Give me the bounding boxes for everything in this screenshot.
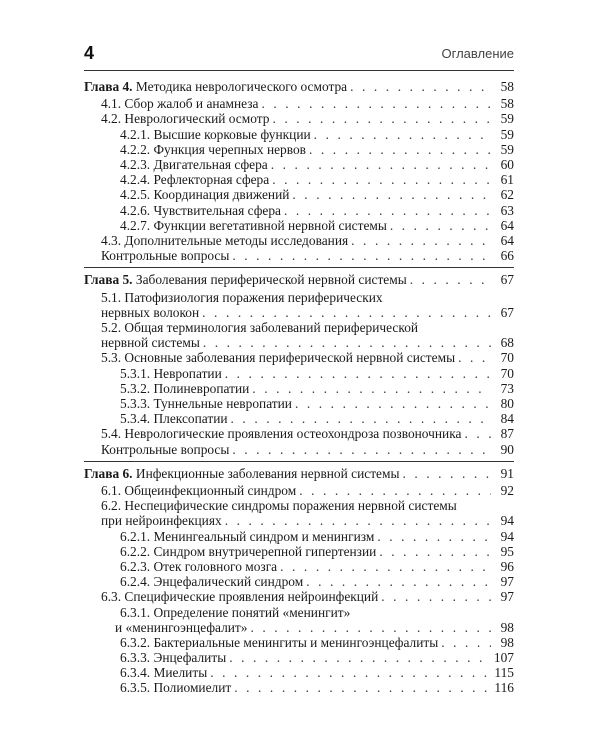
- dot-leader: [377, 529, 491, 544]
- dot-leader: [441, 635, 491, 650]
- page-ref: 64: [500, 233, 514, 248]
- chapter-heading: [84, 466, 514, 481]
- page-ref: 91: [500, 466, 514, 481]
- dot-leader: [271, 157, 491, 172]
- toc-item-text-cont: нервной системы: [101, 335, 200, 350]
- toc-item: [84, 203, 514, 218]
- dot-leader: [272, 172, 491, 187]
- dot-leader: [350, 79, 491, 94]
- toc-item: [84, 381, 514, 396]
- page-ref: 68: [500, 335, 514, 350]
- dot-leader: [306, 574, 491, 589]
- toc-item: [84, 442, 514, 457]
- page-ref: 97: [500, 574, 514, 589]
- page-ref: 58: [500, 96, 514, 111]
- toc-item: [84, 350, 514, 365]
- toc-item-text: 4.2.5. Координация движений: [120, 187, 290, 202]
- page-ref: 60: [500, 157, 514, 172]
- toc-item-text: 4.3. Дополнительные методы исследования: [101, 233, 349, 248]
- toc-item-text: 6.2.2. Синдром внутричерепной гипертензии: [120, 544, 377, 559]
- page-ref: 59: [500, 127, 514, 142]
- dot-leader: [309, 142, 491, 157]
- page-ref: 59: [500, 111, 514, 126]
- toc-item: [84, 650, 514, 665]
- dot-leader: [390, 218, 491, 233]
- chapter-divider: [84, 461, 514, 462]
- dot-leader: [232, 248, 491, 263]
- toc-item: [84, 366, 514, 381]
- dot-leader: [410, 272, 491, 287]
- toc-item-text: 6.2.4. Энцефалический синдром: [120, 574, 304, 589]
- toc-item: [84, 544, 514, 559]
- toc-item-text: 6.2.3. Отек головного мозга: [120, 559, 278, 574]
- page-ref: 70: [500, 366, 514, 381]
- toc-item-text: 6.2.1. Менингеальный синдром и менингизм: [120, 529, 375, 544]
- page-ref: 98: [500, 620, 514, 635]
- dot-leader: [458, 350, 491, 365]
- chapter-heading: [84, 79, 514, 94]
- toc-item: [84, 157, 514, 172]
- toc-item-line1: [84, 498, 514, 513]
- toc-item: [84, 529, 514, 544]
- toc-item: [84, 96, 514, 111]
- page-ref: 59: [500, 142, 514, 157]
- chapter-title: Методика неврологического осмотра: [135, 79, 348, 94]
- chapter-divider: [84, 267, 514, 268]
- chapter-prefix: Глава 5.: [84, 272, 133, 287]
- toc-item-text: 6.3.1. Определение понятий «менингит»: [120, 605, 351, 620]
- dot-leader: [202, 305, 491, 320]
- toc-item-text: 4.1. Сбор жалоб и анамнеза: [101, 96, 259, 111]
- toc-item-text: 4.2.7. Функции вегетативной нервной системы: [120, 218, 387, 233]
- toc-item: [84, 335, 514, 350]
- toc-item: [84, 635, 514, 650]
- toc-item-text: 6.3. Специфические проявления нейроинфекций: [101, 589, 379, 604]
- header-rule: [84, 70, 514, 71]
- dot-leader: [234, 680, 491, 695]
- toc-item: [84, 248, 514, 263]
- chapter-title: Заболевания периферической нервной системы: [135, 272, 407, 287]
- dot-leader: [402, 466, 491, 481]
- toc-item: [84, 172, 514, 187]
- page-ref: 84: [500, 411, 514, 426]
- toc-item: [84, 396, 514, 411]
- dot-leader: [292, 187, 491, 202]
- toc-item: [84, 305, 514, 320]
- dot-leader: [272, 111, 491, 126]
- toc-item: [84, 589, 514, 604]
- page-ref: 64: [500, 218, 514, 233]
- dot-leader: [314, 127, 491, 142]
- toc-item-text: 5.3.1. Невропатии: [120, 366, 222, 381]
- toc-item-text: Контрольные вопросы: [101, 248, 230, 263]
- page-ref: 73: [500, 381, 514, 396]
- dot-leader: [351, 233, 491, 248]
- chapter-prefix: Глава 6.: [84, 466, 133, 481]
- chapter-heading: [84, 272, 514, 287]
- toc-item-text: 6.1. Общеинфекционный синдром: [101, 483, 297, 498]
- page-ref: 94: [500, 529, 514, 544]
- toc-item-text-cont: и «менингоэнцефалит»: [115, 620, 248, 635]
- toc-item: [84, 187, 514, 202]
- toc-item-text: 6.3.3. Энцефалиты: [120, 650, 227, 665]
- dot-leader: [381, 589, 491, 604]
- toc-item-text: 4.2.6. Чувствительная сфера: [120, 203, 281, 218]
- toc-item: [84, 142, 514, 157]
- toc-item-text: 5.3.3. Туннельные невропатии: [120, 396, 292, 411]
- toc-item-line1: [84, 320, 514, 335]
- toc-item-text-cont: нервных волокон: [101, 305, 200, 320]
- toc-item: [84, 411, 514, 426]
- toc-item: [84, 574, 514, 589]
- toc-item-text: 4.2.3. Двигательная сфера: [120, 157, 268, 172]
- page-number: 4: [84, 43, 95, 63]
- page-ref: 80: [500, 396, 514, 411]
- chapter-title: Инфекционные заболевания нервной системы: [135, 466, 400, 481]
- toc-item-text: 6.2. Неспецифические синдромы поражения нервной системы: [101, 498, 457, 513]
- page-ref: 107: [493, 650, 514, 665]
- page-ref: 90: [500, 442, 514, 457]
- page-ref: 58: [500, 79, 514, 94]
- toc-item-text: 6.3.4. Миелиты: [120, 665, 208, 680]
- page-ref: 67: [500, 272, 514, 287]
- dot-leader: [379, 544, 491, 559]
- toc-item: [84, 426, 514, 441]
- toc-item: [84, 111, 514, 126]
- dot-leader: [464, 426, 491, 441]
- toc-item-text: 6.3.5. Полиомиелит: [120, 680, 232, 695]
- page-ref: 115: [494, 665, 514, 680]
- toc-item: [84, 680, 514, 695]
- toc-item-text: 4.2.1. Высшие корковые функции: [120, 127, 311, 142]
- page-header: [84, 43, 514, 67]
- toc-item-text: 5.3. Основные заболевания периферической нервной системы: [101, 350, 456, 365]
- toc-item-text: 5.3.2. Полиневропатии: [120, 381, 250, 396]
- page-ref: 95: [500, 544, 514, 559]
- toc-item-text-cont: при нейроинфекциях: [101, 513, 222, 528]
- toc-item-text: 5.1. Патофизиология поражения периферических: [101, 290, 383, 305]
- page-ref: 98: [500, 635, 514, 650]
- chapter-prefix: Глава 4.: [84, 79, 133, 94]
- toc-item-line1: [84, 605, 514, 620]
- page-ref: 63: [500, 203, 514, 218]
- toc-item: [84, 483, 514, 498]
- dot-leader: [203, 335, 491, 350]
- page-ref: 92: [500, 483, 514, 498]
- page-ref: 116: [494, 680, 514, 695]
- toc-item-text: Контрольные вопросы: [101, 442, 230, 457]
- dot-leader: [225, 366, 491, 381]
- page-ref: 97: [500, 589, 514, 604]
- toc-item: [84, 559, 514, 574]
- dot-leader: [252, 381, 491, 396]
- page-ref: 87: [500, 426, 514, 441]
- dot-leader: [229, 650, 491, 665]
- toc-item: [84, 218, 514, 233]
- toc-item: [84, 233, 514, 248]
- page-ref: 67: [500, 305, 514, 320]
- toc-item-text: 4.2.2. Функция черепных нервов: [120, 142, 307, 157]
- page-ref: 66: [500, 248, 514, 263]
- dot-leader: [280, 559, 491, 574]
- toc-item-text: 4.2.4. Рефлекторная сфера: [120, 172, 270, 187]
- dot-leader: [295, 396, 491, 411]
- toc-item: [84, 620, 514, 635]
- page-ref: 96: [500, 559, 514, 574]
- toc-item-text: 5.4. Неврологические проявления остеохондроза позвоночника: [101, 426, 462, 441]
- dot-leader: [284, 203, 491, 218]
- toc-item: [84, 127, 514, 142]
- toc-item-line1: [84, 290, 514, 305]
- page-ref: 61: [500, 172, 514, 187]
- toc-item: [84, 665, 514, 680]
- toc-item-text: 4.2. Неврологический осмотр: [101, 111, 270, 126]
- dot-leader: [231, 411, 491, 426]
- dot-leader: [261, 96, 491, 111]
- dot-leader: [299, 483, 491, 498]
- toc-item-text: 5.3.4. Плексопатии: [120, 411, 228, 426]
- dot-leader: [210, 665, 491, 680]
- toc-item-text: 6.3.2. Бактериальные менингиты и менингоэнцефалиты: [120, 635, 439, 650]
- page-ref: 94: [500, 513, 514, 528]
- page-ref: 70: [500, 350, 514, 365]
- page-ref: 62: [500, 187, 514, 202]
- dot-leader: [232, 442, 491, 457]
- dot-leader: [225, 513, 491, 528]
- toc-item: [84, 513, 514, 528]
- running-title: Оглавление: [441, 46, 514, 61]
- toc-item-text: 5.2. Общая терминология заболеваний периферической: [101, 320, 419, 335]
- dot-leader: [250, 620, 491, 635]
